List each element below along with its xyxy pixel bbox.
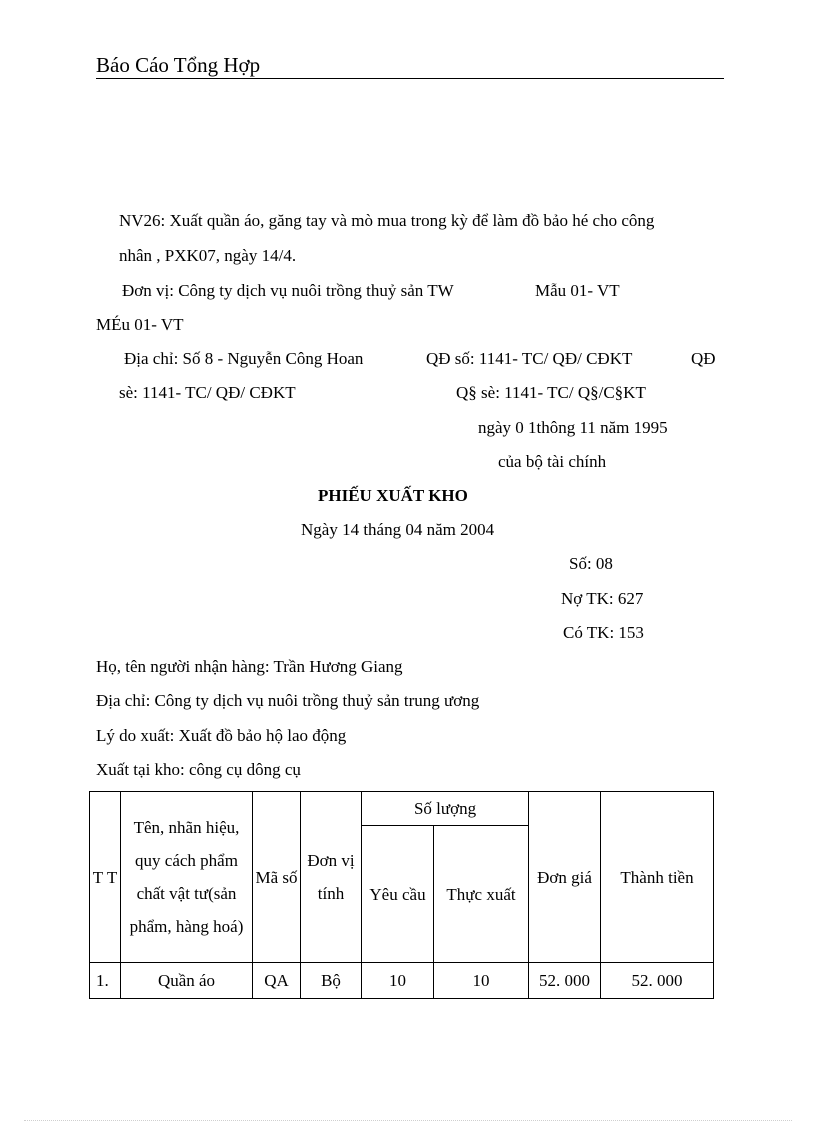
decision-number-duplicate-2: Q§ sè: 1141- TC/ Q§/C§KT bbox=[456, 383, 646, 402]
row-unit: Bộ bbox=[301, 963, 362, 999]
voucher-number: Số: 08 bbox=[569, 554, 613, 573]
task-line-1: NV26: Xuất quần áo, găng tay và mò mua trong kỳ để làm đồ bảo hé cho công bbox=[119, 211, 655, 230]
header-title: Báo Cáo Tổng Hợp bbox=[96, 53, 261, 77]
header-code: Mã số bbox=[253, 792, 301, 963]
recipient-name: Họ, tên người nhận hàng: Trần Hương Giang bbox=[96, 657, 403, 676]
decision-break: QĐ bbox=[691, 349, 716, 368]
row-tt: 1. bbox=[90, 963, 121, 999]
header-price: Đơn giá bbox=[529, 792, 601, 963]
header-quantity: Số lượng bbox=[362, 792, 529, 826]
row-price: 52. 000 bbox=[529, 963, 601, 999]
row-item-name: Quần áo bbox=[121, 963, 253, 999]
debit-account: Nợ TK: 627 bbox=[561, 589, 644, 608]
header-rule bbox=[96, 78, 724, 79]
row-amount: 52. 000 bbox=[601, 963, 714, 999]
credit-account: Có TK: 153 bbox=[563, 623, 644, 642]
voucher-title: PHIẾU XUẤT KHO bbox=[318, 486, 468, 505]
header-amount: Thành tiền bbox=[601, 792, 714, 963]
decision-number-duplicate: sè: 1141- TC/ QĐ/ CĐKT bbox=[119, 383, 296, 402]
header-requested: Yêu cầu bbox=[362, 826, 434, 963]
header-item-name: Tên, nhãn hiệu, quy cách phẩm chất vật tư(sản phẩm, hàng hoá) bbox=[121, 792, 253, 963]
decision-date: ngày 0 1thông 11 năm 1995 bbox=[478, 418, 668, 437]
address-label: Địa chỉ: Số 8 - Nguyễn Công Hoan bbox=[124, 349, 364, 368]
voucher-date: Ngày 14 tháng 04 năm 2004 bbox=[301, 520, 495, 539]
row-requested: 10 bbox=[362, 963, 434, 999]
unit-label: Đơn vị: Công ty dịch vụ nuôi trồng thuỷ sản TW bbox=[122, 281, 454, 300]
header-tt: T T bbox=[90, 792, 121, 963]
task-line-2: nhân , PXK07, ngày 14/4. bbox=[119, 246, 297, 265]
row-code: QA bbox=[253, 963, 301, 999]
form-code-duplicate: MÉu 01- VT bbox=[96, 315, 184, 334]
header-actual: Thực xuất bbox=[434, 826, 529, 963]
table-row bbox=[90, 963, 714, 999]
decision-number: QĐ số: 1141- TC/ QĐ/ CĐKT bbox=[426, 349, 633, 368]
issue-warehouse: Xuất tại kho: công cụ dông cụ bbox=[96, 760, 301, 779]
header-unit: Đơn vị tính bbox=[301, 792, 362, 963]
issue-table bbox=[89, 791, 714, 999]
recipient-address: Địa chỉ: Công ty dịch vụ nuôi trồng thuỷ sản trung ương bbox=[96, 691, 480, 710]
issue-reason: Lý do xuất: Xuất đồ bảo hộ lao động bbox=[96, 726, 347, 745]
row-actual: 10 bbox=[434, 963, 529, 999]
page-bottom-edge bbox=[24, 1120, 792, 1121]
form-code: Mẫu 01- VT bbox=[535, 281, 620, 300]
decision-issuer: của bộ tài chính bbox=[498, 452, 607, 471]
